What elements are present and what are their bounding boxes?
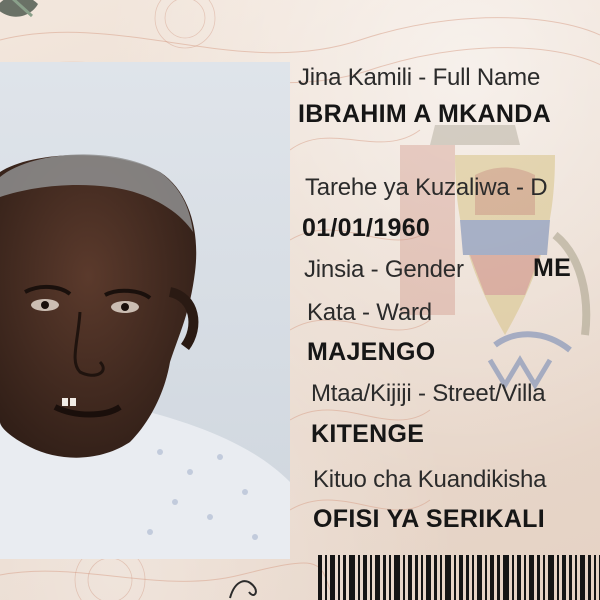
- barcode-icon: [318, 555, 600, 600]
- date-of-birth-value: 01/01/1960: [302, 214, 431, 242]
- date-of-birth-label: Tarehe ya Kuzaliwa - D: [305, 174, 548, 201]
- corner-emblem-icon: [0, 0, 52, 28]
- portrait-photo: [0, 62, 290, 559]
- signature-mark: [225, 570, 265, 600]
- registration-station-label: Kituo cha Kuandikisha: [313, 466, 547, 493]
- portrait-illustration: [0, 62, 290, 559]
- ward-value: MAJENGO: [307, 338, 436, 366]
- gender-label: Jinsia - Gender: [304, 256, 464, 283]
- ward-label: Kata - Ward: [307, 299, 432, 326]
- gender-value: ME: [533, 254, 572, 282]
- street-value: KITENGE: [311, 420, 425, 448]
- street-label: Mtaa/Kijiji - Street/Villa: [311, 380, 546, 407]
- registration-station-value: OFISI YA SERIKALI: [313, 505, 546, 533]
- full-name-value: IBRAHIM A MKANDA: [298, 100, 551, 128]
- full-name-label: Jina Kamili - Full Name: [298, 64, 541, 91]
